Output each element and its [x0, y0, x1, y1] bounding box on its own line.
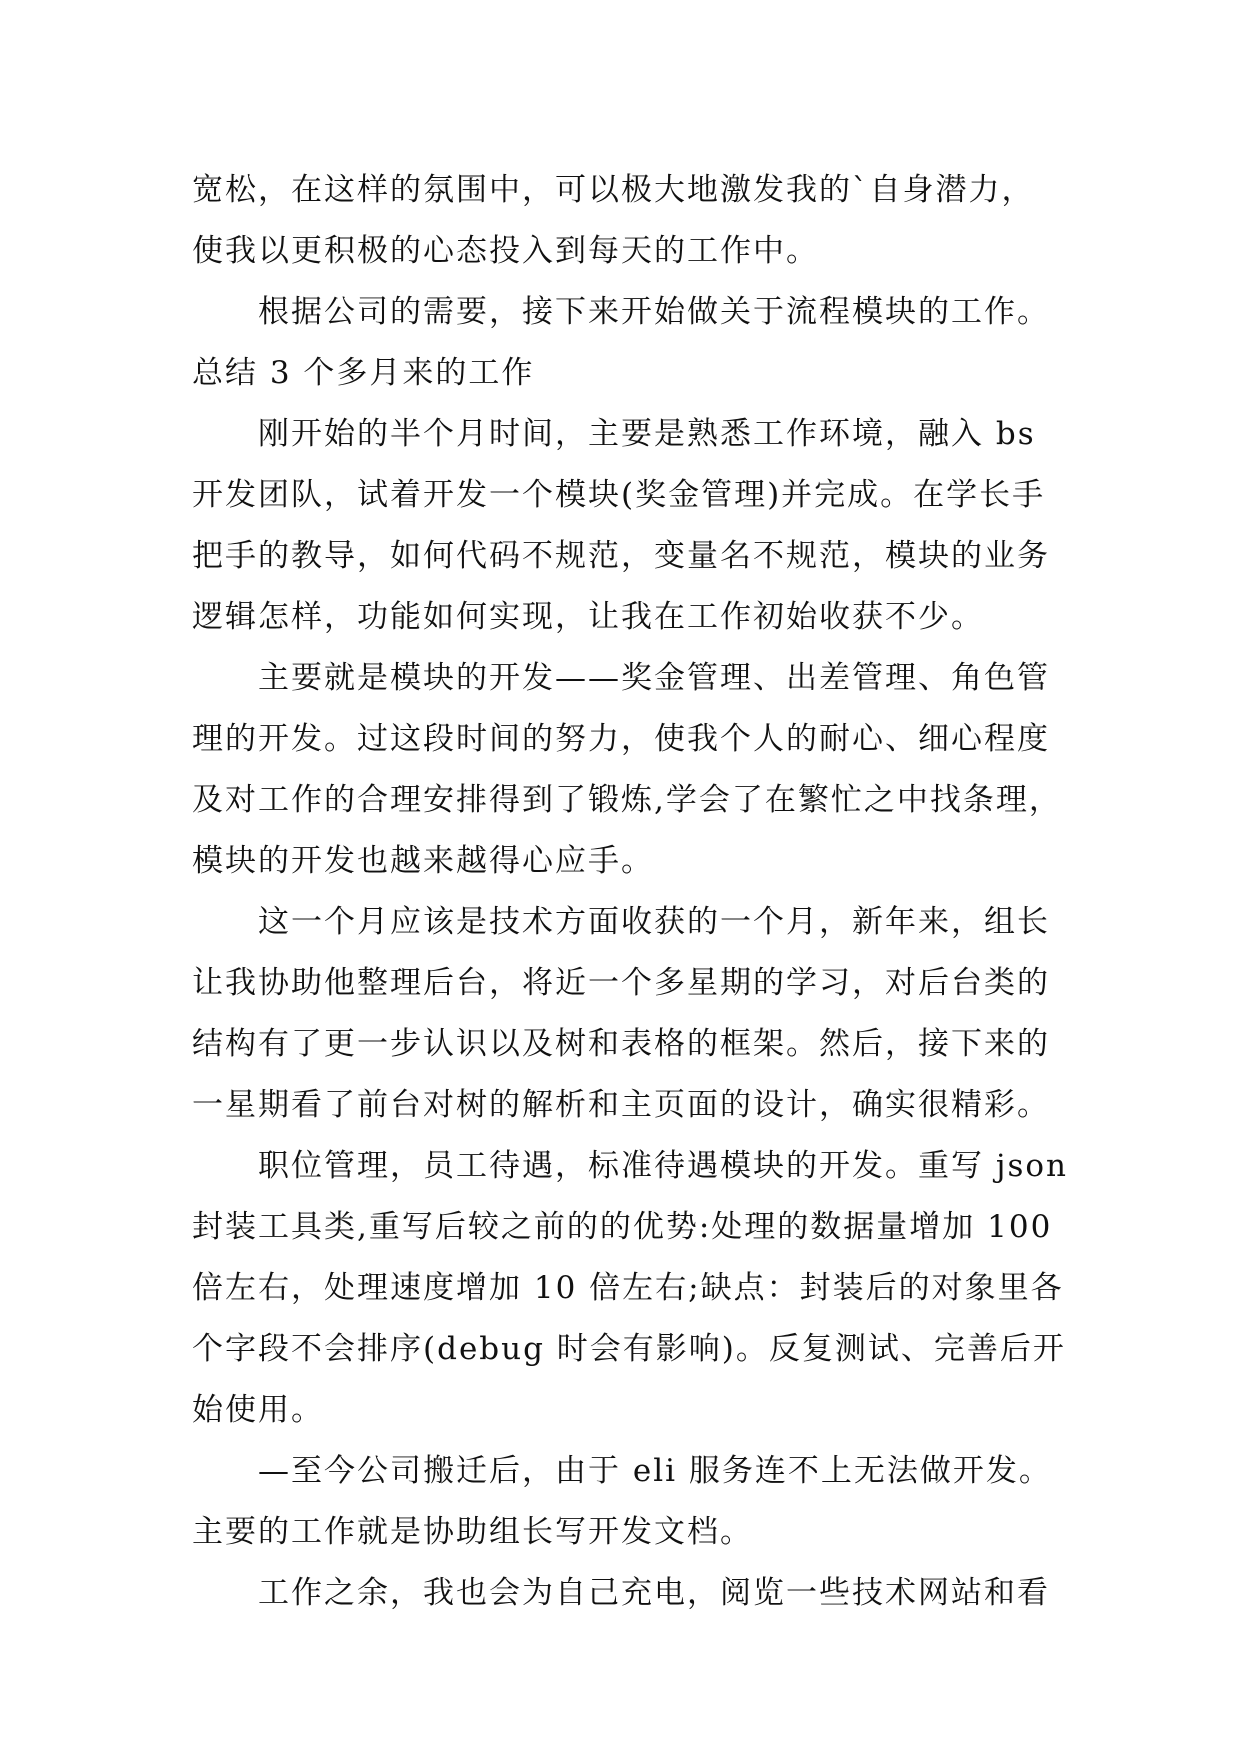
text-line: 逻辑怎样，功能如何实现，让我在工作初始收获不少。: [192, 599, 984, 635]
text-line: 理的开发。过这段时间的努力，使我个人的耐心、细心程度: [192, 721, 1050, 757]
paragraph-first-line: 职位管理，员工待遇，标准待遇模块的开发。重写 json: [258, 1148, 1069, 1184]
body-text: [192, 160, 1072, 1624]
text-line: 把手的教导，如何代码不规范，变量名不规范，模块的业务: [192, 538, 1050, 574]
text-line: 开发团队，试着开发一个模块(奖金管理)并完成。在学长手: [192, 477, 1046, 513]
paragraph-first-line: —至今公司搬迁后，由于 eli 服务连不上无法做开发。: [258, 1453, 1052, 1489]
text-line: 封装工具类,重写后较之前的的优势:处理的数据量增加 100: [192, 1209, 1053, 1245]
text-line: 使我以更积极的心态投入到每天的工作中。: [192, 233, 819, 269]
text-line: 始使用。: [192, 1392, 324, 1428]
text-line: 模块的开发也越来越得心应手。: [192, 843, 654, 879]
text-line: 一星期看了前台对树的解析和主页面的设计，确实很精彩。: [192, 1087, 1050, 1123]
paragraph-first-line: 刚开始的半个月时间，主要是熟悉工作环境，融入 bs: [258, 416, 1036, 452]
paragraph-first-line: 根据公司的需要，接下来开始做关于流程模块的工作。: [258, 294, 1050, 330]
paragraph-first-line: 这一个月应该是技术方面收获的一个月，新年来，组长: [258, 904, 1050, 940]
text-line: 让我协助他整理后台，将近一个多星期的学习，对后台类的: [192, 965, 1050, 1001]
text-line: 结构有了更一步认识以及树和表格的框架。然后，接下来的: [192, 1026, 1050, 1062]
text-line: 个字段不会排序(debug 时会有影响)。反复测试、完善后开: [192, 1331, 1066, 1367]
text-line: 宽松，在这样的氛围中，可以极大地激发我的`自身潜力，: [192, 172, 1035, 208]
text-line: 总结 3 个多月来的工作: [192, 355, 535, 391]
paragraph-first-line: 工作之余，我也会为自己充电，阅览一些技术网站和看: [258, 1575, 1050, 1611]
paragraph-first-line: 主要就是模块的开发——奖金管理、出差管理、角色管: [258, 660, 1050, 696]
text-line: 及对工作的合理安排得到了锻炼,学会了在繁忙之中找条理，: [192, 782, 1062, 818]
text-line: 主要的工作就是协助组长写开发文档。: [192, 1514, 753, 1550]
text-line: 倍左右，处理速度增加 10 倍左右;缺点：封装后的对象里各: [192, 1270, 1064, 1306]
